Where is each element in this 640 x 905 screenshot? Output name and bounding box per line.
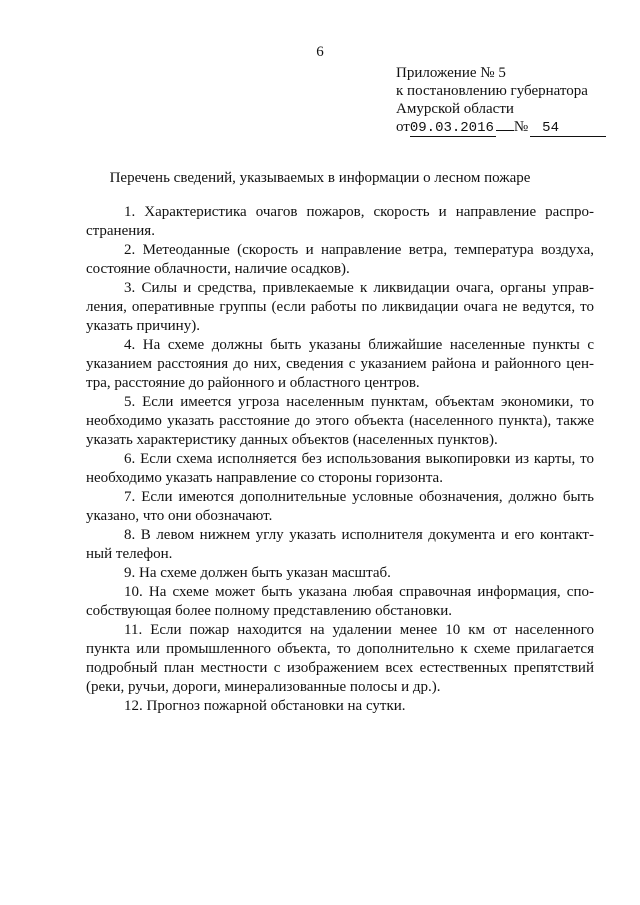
list-item: 11. Если пожар находится на удалении менее 10 км от населенного пункта или промышленного объекта, то дополнительно к схеме прилагается подробный план местности с изображением всех естественных препятствий (реки, ручьи, дороги, минерализованные полосы и др.). (86, 622, 594, 695)
list-item: 7. Если имеются дополнительные условные обозначения, должно быть указано, что они обозначают. (86, 489, 594, 524)
page-number: 6 (316, 44, 324, 60)
list-item: 1. Характеристика очагов пожаров, скорость и направление распространения. (86, 204, 594, 239)
list-item: 9. На схеме должен быть указан масштаб. (124, 565, 391, 581)
list-item: 3. Силы и средства, привлекаемые к ликвидации очага, органы управления, оперативные группы (если работы по ликвидации очага не ведутся, то указать причину). (86, 280, 594, 334)
decree-number: 54 (530, 121, 606, 137)
items-list (86, 203, 594, 716)
appendix-decree-reference: к постановлению губернатора (396, 83, 588, 99)
decree-date: 09.03.2016 (409, 120, 494, 136)
list-item: 2. Метеоданные (скорость и направление ветра, температура воздуха, состояние облачности, наличие осадков). (86, 242, 594, 277)
list-item: 5. Если имеется угроза населенным пунктам, объектам экономики, то необходимо указать расстояние до этого объекта (населенного пункта), также указать характеристику данных объектов (населенных пунктов). (86, 394, 594, 448)
list-item: 4. На схеме должны быть указаны ближайшие населенные пункты с указанием расстояния до них, сведения с указанием района и районного центра, расстояние до районного и областного центров. (86, 337, 594, 391)
list-item: 6. Если схема исполняется без использования выкопировки из карты, то необходимо указать направление со стороны горизонта. (86, 451, 594, 486)
list-item: 12. Прогноз пожарной обстановки на сутки. (124, 698, 406, 714)
appendix-title: Приложение № 5 (396, 65, 506, 81)
document-title: Перечень сведений, указываемых в информации о лесном пожаре (109, 170, 531, 186)
date-underline-gap (496, 130, 514, 131)
appendix-block (396, 64, 606, 137)
appendix-date-number-row (396, 118, 606, 137)
list-item: 8. В левом нижнем углу указать исполнителя документа и его контактный телефон. (86, 527, 594, 562)
list-item: 10. На схеме может быть указана любая справочная информация, способствующая более полному представлению обстановки. (86, 584, 594, 619)
date-prefix: от (396, 119, 410, 135)
appendix-region: Амурской области (396, 101, 514, 117)
number-sign: № (513, 119, 529, 135)
